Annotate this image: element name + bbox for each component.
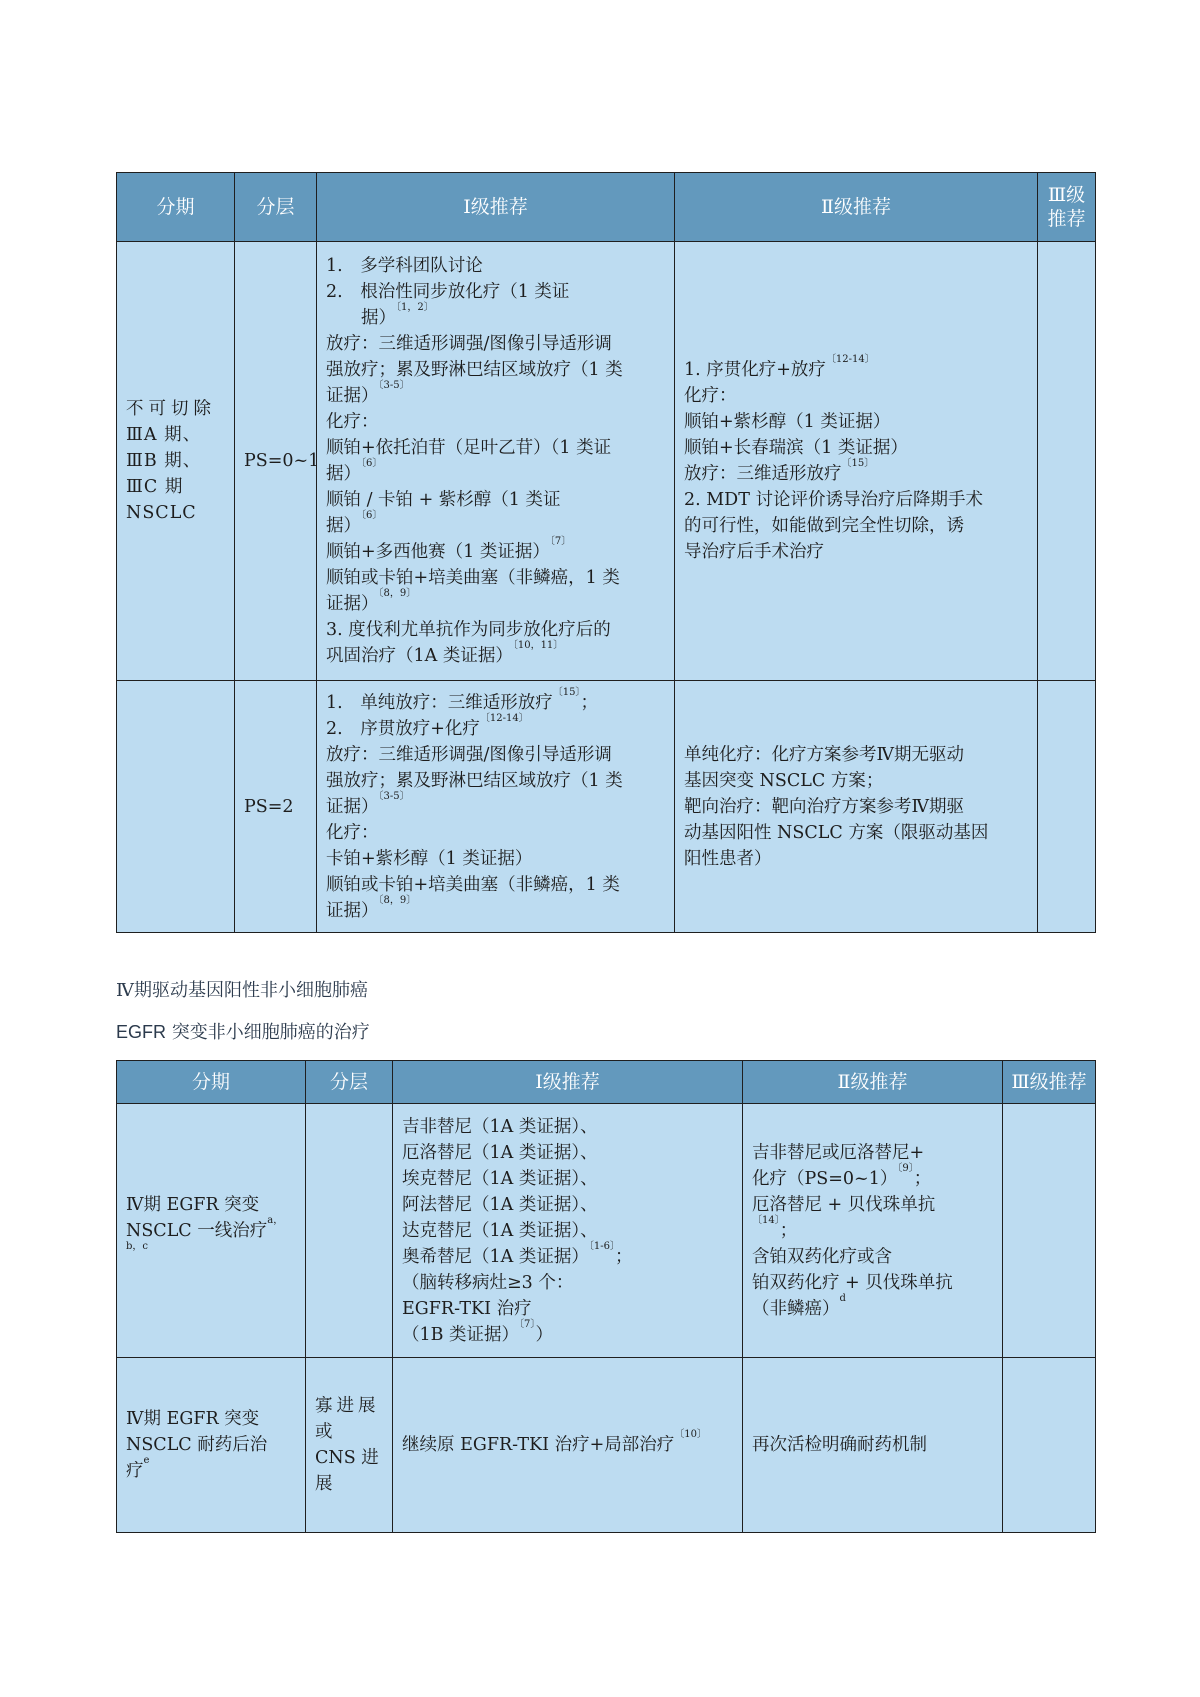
t1-r1-stage-text: 不可切除 ⅢA 期、 ⅢB 期、 ⅢC 期 NSCLC: [126, 399, 216, 523]
t2-r1-level1-list: [402, 1114, 734, 1348]
t1-r1-level1-list: [326, 253, 666, 669]
line-text: 含铂双药化疗或含: [752, 1246, 892, 1267]
header-level3-line1: Ⅲ级: [1047, 184, 1086, 206]
text-line: [326, 617, 666, 643]
t1-r2-stage: [117, 681, 235, 933]
line-text: 1. 多学科团队讨论: [326, 256, 483, 276]
t1-r2-level2: [675, 681, 1038, 933]
citation-superscript: e: [143, 1455, 150, 1466]
header-level2: Ⅱ级推荐: [743, 1061, 1003, 1104]
line-suffix: ；: [913, 1168, 932, 1189]
text-line: [684, 846, 1029, 872]
text-line: [126, 1192, 297, 1218]
text-line: [326, 712, 666, 742]
citation-superscript: 〔3-5〕: [378, 790, 410, 802]
citation-superscript: 〔10〕: [674, 1429, 708, 1440]
text-line: [402, 1192, 734, 1218]
text-line: [752, 1162, 994, 1192]
line-text: 化疗：: [326, 822, 379, 843]
text-line: [752, 1292, 994, 1322]
subsection-title: [116, 1018, 370, 1044]
t2-r2-level1-list: [402, 1429, 734, 1458]
line-text: 靶向治疗：靶向治疗方案参考Ⅳ期驱: [684, 796, 964, 817]
citation-superscript: 〔12-14〕: [479, 712, 529, 724]
line-text: 证据）: [326, 900, 379, 921]
line-text: Ⅳ期 EGFR 突变: [126, 1194, 260, 1215]
text-line: [326, 302, 666, 331]
text-line: [326, 790, 666, 820]
citation-superscript: 〔1-6〕: [588, 1240, 615, 1252]
line-text: 顺铂 / 卡铂 + 紫杉醇（1 类证: [326, 490, 561, 510]
t1-r1-level3: [1038, 242, 1096, 681]
text-line: [326, 253, 666, 279]
text-line: [326, 640, 666, 669]
header-layer: 分层: [235, 173, 317, 242]
t2-r2-layer: 寡进展 或 CNS 进 展: [306, 1358, 393, 1533]
citation-superscript: 〔3-5〕: [378, 380, 410, 391]
t2-r2-level2-list: [752, 1432, 994, 1458]
text-line: [402, 1240, 734, 1270]
text-line: [684, 487, 1029, 513]
text-line: [126, 1214, 297, 1244]
text-line: [326, 510, 666, 539]
t1-r1-level2-list: [684, 354, 1029, 565]
text-line: [402, 1318, 734, 1348]
text-line: [752, 1244, 994, 1270]
t2-r1-stage-list: [126, 1192, 297, 1270]
t1-r1-layer: PS=0~1: [235, 242, 317, 681]
t2-r1-level3: [1003, 1104, 1096, 1358]
text-line: [326, 409, 666, 435]
text-line: [326, 846, 666, 872]
line-text: 导治疗后手术治疗: [684, 542, 824, 562]
line-text: 奥希替尼（1A 类证据）: [402, 1246, 589, 1267]
citation-superscript: 〔15〕: [552, 686, 581, 698]
citation-superscript: 〔8，9〕: [378, 588, 417, 599]
text-line: [684, 354, 1029, 383]
line-text: Ⅳ期 EGFR 突变: [126, 1409, 260, 1429]
text-line: [326, 588, 666, 617]
text-line: [326, 742, 666, 768]
line-text: 放疗：三维适形放疗: [684, 464, 842, 484]
header-level3: [1038, 173, 1096, 242]
citation-superscript: 〔10，11〕: [512, 640, 564, 651]
line-text: 2. MDT 讨论评价诱导治疗后降期手术: [684, 490, 983, 510]
line-text: 化疗：: [684, 386, 737, 406]
text-line: [402, 1218, 734, 1244]
text-line: [684, 794, 1029, 820]
line-text: 放疗：三维适形调强/图像引导适形调: [326, 744, 612, 765]
t2-r2-level1: [393, 1358, 743, 1533]
line-suffix: ；: [580, 692, 598, 713]
text-line: [326, 458, 666, 487]
text-line: [684, 820, 1029, 846]
citation-superscript: 〔9〕: [897, 1162, 914, 1174]
subsection-title-cn: 突变非小细胞肺癌的治疗: [166, 1022, 370, 1043]
line-text: 阿法替尼（1A 类证据）、: [402, 1194, 598, 1215]
line-text: 疗: [126, 1461, 144, 1481]
line-text: 顺铂+紫杉醇（1 类证据）: [684, 412, 891, 432]
text-line: [326, 331, 666, 357]
line-text: 埃克替尼（1A 类证据）、: [402, 1168, 598, 1189]
line-text: 强放疗；累及野淋巴结区域放疗（1 类: [326, 770, 623, 791]
header-level3-line2: 推荐: [1047, 208, 1086, 230]
t2-r2-level2: [743, 1358, 1003, 1533]
line-text: 基因突变 NSCLC 方案；: [684, 770, 884, 791]
t1-r2-level2-list: [684, 742, 1029, 872]
line-text: 证据）: [326, 386, 379, 406]
text-line: [326, 279, 666, 305]
t2-r1-level1: [393, 1104, 743, 1358]
header-level1: Ⅰ级推荐: [317, 173, 675, 242]
text-line: [326, 380, 666, 409]
text-line: [402, 1429, 734, 1458]
text-line: [752, 1192, 994, 1218]
line-text: 据）: [326, 464, 361, 484]
text-line: [752, 1140, 994, 1166]
t1-r2-layer: PS=2: [235, 681, 317, 933]
text-line: [752, 1270, 994, 1296]
line-text: 顺铂或卡铂+培美曲塞（非鳞癌，1 类: [326, 568, 620, 588]
line-text: 阳性患者）: [684, 848, 772, 869]
line-text: 顺铂+依托泊苷（足叶乙苷）（1 类证: [326, 438, 612, 458]
t1-r1-level1: [317, 242, 675, 681]
citation-superscript: 〔1，2〕: [396, 302, 434, 313]
text-line: [402, 1114, 734, 1140]
table-stage3: [116, 172, 1096, 933]
line-suffix: ）: [535, 1324, 553, 1345]
citation-superscript: 〔7〕: [519, 1318, 536, 1330]
citation-superscript: 〔12-14〕: [825, 354, 875, 365]
line-text: 铂双药化疗 + 贝伐珠单抗: [752, 1272, 953, 1293]
line-text: 动基因阳性 NSCLC 方案（限驱动基因: [684, 822, 989, 843]
line-text: 2. 根治性同步放化疗（1 类证: [326, 282, 570, 302]
line-text: 顺铂+长春瑞滨（1 类证据）: [684, 438, 908, 458]
line-text: 卡铂+紫杉醇（1 类证据）: [326, 848, 533, 869]
text-line: [684, 409, 1029, 435]
line-text: 巩固治疗（1A 类证据）: [326, 646, 513, 666]
citation-superscript: 〔15〕: [841, 458, 875, 469]
t2-r1-stage: [117, 1104, 306, 1358]
line-text: （脑转移病灶≥3 个：: [402, 1272, 574, 1293]
text-line: [326, 768, 666, 794]
citation-superscript: a，: [267, 1214, 284, 1226]
citation-superscript: 〔6〕: [361, 510, 383, 521]
t2-r2-stage-list: [126, 1406, 297, 1484]
t2-r1-level2-list: [752, 1140, 994, 1322]
header-level3: Ⅲ级推荐: [1003, 1061, 1096, 1104]
line-text: 据）: [326, 308, 396, 328]
line-text: NSCLC 一线治疗: [126, 1220, 268, 1241]
line-text: 吉非替尼（1A 类证据）、: [402, 1116, 598, 1137]
text-line: [326, 894, 666, 924]
line-text: 化疗：: [326, 412, 379, 432]
text-line: [326, 872, 666, 898]
line-text: 的可行性，如能做到完全性切除，诱: [684, 516, 964, 536]
citation-superscript: 〔8，9〕: [378, 894, 417, 906]
header-stage: 分期: [117, 1061, 306, 1104]
t2-r1-level2: [743, 1104, 1003, 1358]
citation-superscript: 〔14〕: [752, 1214, 780, 1226]
text-line: [326, 536, 666, 565]
text-line: [326, 820, 666, 846]
line-text: 放疗：三维适形调强/图像引导适形调: [326, 334, 612, 354]
text-line: [684, 768, 1029, 794]
line-text: 1. 单纯放疗：三维适形放疗: [326, 692, 553, 713]
text-line: [752, 1214, 994, 1244]
subsection-title-latin: EGFR: [116, 1022, 167, 1042]
text-line: [126, 1432, 297, 1458]
text-line: [684, 383, 1029, 409]
text-line: [684, 513, 1029, 539]
text-line: [126, 1455, 297, 1484]
line-text: 1. 序贯化疗+放疗: [684, 360, 826, 380]
text-line: [126, 1406, 297, 1432]
line-text: 厄洛替尼 + 贝伐珠单抗: [752, 1194, 936, 1215]
line-text: 2. 序贯放疗+化疗: [326, 718, 480, 739]
line-text: 证据）: [326, 594, 379, 614]
text-line: [326, 357, 666, 383]
line-text: 再次活检明确耐药机制: [752, 1435, 927, 1455]
text-line: [752, 1432, 994, 1458]
citation-superscript: b，c: [126, 1240, 149, 1252]
t1-r2-level1: [317, 681, 675, 933]
t1-r2-level3: [1038, 681, 1096, 933]
line-text: 强放疗；累及野淋巴结区域放疗（1 类: [326, 360, 623, 380]
text-line: [402, 1296, 734, 1322]
t1-r1-level2: [675, 242, 1038, 681]
t1-r1-stage: [117, 242, 235, 681]
line-text: 化疗（PS=0~1）: [752, 1168, 898, 1189]
line-text: （1B 类证据）: [402, 1324, 520, 1345]
t2-r2-level3: [1003, 1358, 1096, 1533]
line-text: NSCLC 耐药后治: [126, 1435, 268, 1455]
text-line: [326, 686, 666, 716]
line-text: 继续原 EGFR-TKI 治疗+局部治疗: [402, 1435, 675, 1455]
citation-superscript: 〔7〕: [549, 536, 572, 547]
header-level2: Ⅱ级推荐: [675, 173, 1038, 242]
line-text: （非鳞癌）: [752, 1298, 840, 1319]
line-text: 单纯化疗：化疗方案参考Ⅳ期无驱动: [684, 744, 964, 765]
line-suffix: ；: [779, 1220, 798, 1241]
text-line: [402, 1166, 734, 1192]
line-text: 顺铂+多西他赛（1 类证据）: [326, 542, 550, 562]
t2-r1-layer: [306, 1104, 393, 1358]
text-line: [684, 742, 1029, 768]
text-line: [402, 1270, 734, 1296]
section-title: Ⅳ期驱动基因阳性非小细胞肺癌: [116, 980, 368, 1001]
header-stage: 分期: [117, 173, 235, 242]
line-text: 吉非替尼或厄洛替尼+: [752, 1142, 925, 1163]
text-line: [402, 1140, 734, 1166]
text-line: [126, 1240, 297, 1270]
text-line: [684, 458, 1029, 487]
citation-superscript: 〔6〕: [361, 458, 383, 469]
line-text: 据）: [326, 516, 361, 536]
header-level1: Ⅰ级推荐: [393, 1061, 743, 1104]
line-text: 达克替尼（1A 类证据）、: [402, 1220, 598, 1241]
line-text: 证据）: [326, 796, 379, 817]
citation-superscript: d: [839, 1292, 846, 1304]
line-text: 厄洛替尼（1A 类证据）、: [402, 1142, 598, 1163]
text-line: [684, 539, 1029, 565]
line-text: EGFR-TKI 治疗: [402, 1298, 532, 1319]
line-text: 3. 度伐利尤单抗作为同步放化疗后的: [326, 620, 611, 640]
line-suffix: ；: [614, 1246, 633, 1267]
t1-r2-level1-list: [326, 686, 666, 924]
table-egfr: [116, 1060, 1096, 1533]
header-layer: 分层: [306, 1061, 393, 1104]
t2-r2-stage: [117, 1358, 306, 1533]
text-line: [326, 565, 666, 591]
line-text: 顺铂或卡铂+培美曲塞（非鳞癌，1 类: [326, 874, 620, 895]
